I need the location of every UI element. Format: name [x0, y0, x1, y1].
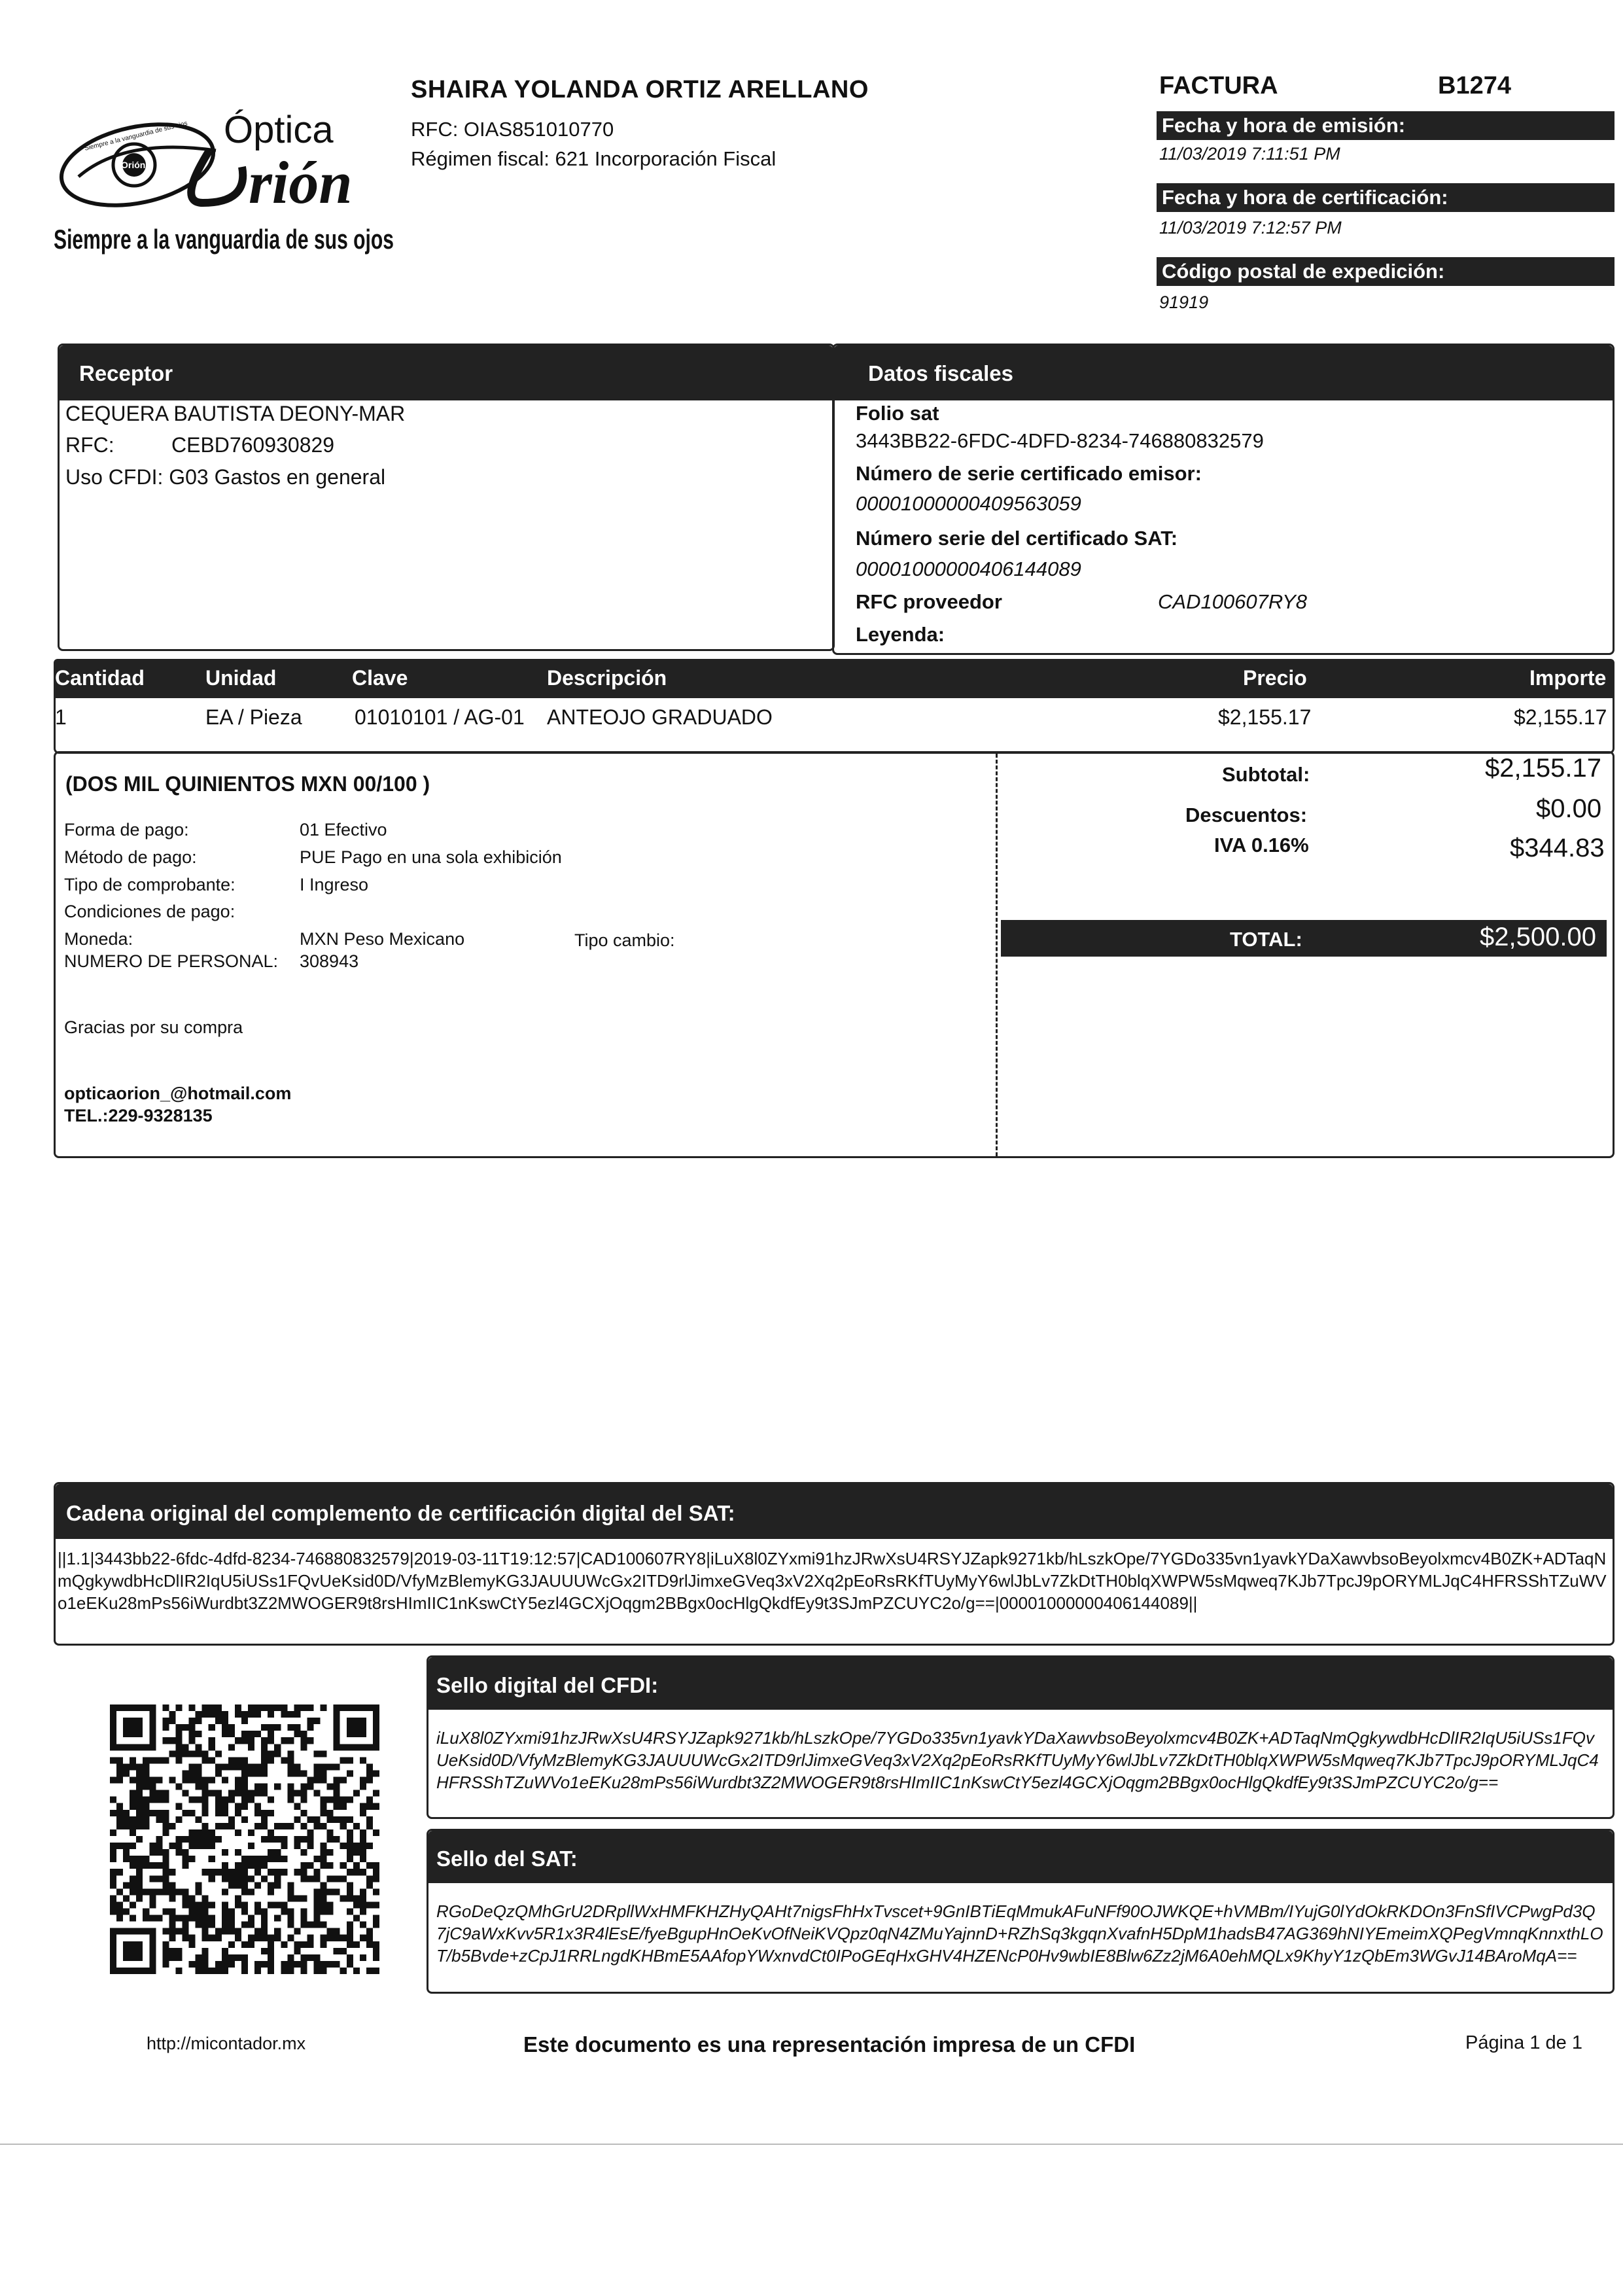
descuentos-label: Descuentos: — [1185, 804, 1308, 826]
invoice-type-label: FACTURA — [1159, 72, 1278, 99]
receptor-name: CEQUERA BAUTISTA DEONY-MAR — [65, 402, 406, 425]
contact-email: opticaorion_@hotmail.com — [64, 1084, 292, 1103]
qr-modules — [110, 1704, 379, 1974]
summary-divider — [996, 754, 998, 1156]
qr-code — [110, 1704, 379, 1974]
cp-expedicion-label: Código postal de expedición: — [1157, 257, 1614, 286]
rfc-proveedor-value: CAD100607RY8 — [1158, 590, 1308, 613]
logo-brand-bottom: rión — [249, 149, 353, 216]
logo-ring-text: Siempre a la vanguardia de sus ojos — [84, 120, 188, 152]
col-unidad: Unidad — [205, 666, 277, 690]
col-descripcion: Descripción — [547, 666, 667, 690]
condiciones-pago-label: Condiciones de pago: — [64, 902, 236, 921]
iva-label: IVA 0.16% — [1214, 834, 1309, 857]
col-clave: Clave — [352, 666, 408, 690]
folio-sat-value: 3443BB22-6FDC-4DFD-8234-746880832579 — [856, 429, 1264, 452]
leyenda-label: Leyenda: — [856, 623, 945, 646]
sello-sat-text: RGoDeQzQMhGrU2DRpllWxHMFKHZHyQAHt7nigsFhHxTvscet+9GnIBTiEqMmukAFuNFf90OJWKQE+hVMBm/IYujG0lYdOkRKDOn3FnSfIVCPwgPd3Q7jC9aWxKvv5R1x3R4lEsE/fyeBgupHnOeKvOfNeiKVQpz0qN4ZMuYajnnD+RZhSq3kgqnXvafnH5DpM1hadsB47AG369hNIYEmeimXQPegVmnqKnnxthLOT/b5Bvde+zCpJ1RRLngdKHBmE5AAfopYWxnvdCt0IPoGEqHxGHV4HZENcP0Hv9wbIE8Blw6Zz2jM6A0ehMQLx9KhyY1zQbEm3WGvJ14BAroMqA== — [436, 1901, 1603, 1966]
iva-value: $344.83 — [1510, 834, 1605, 862]
receptor-panel — [58, 344, 835, 651]
total-label: TOTAL: — [1230, 928, 1302, 951]
tipo-comprobante-label: Tipo de comprobante: — [64, 875, 236, 894]
row-precio: $2,155.17 — [1218, 705, 1312, 729]
metodo-pago-value: PUE Pago en una sola exhibición — [300, 847, 562, 867]
datos-fiscales-title: Datos fiscales — [834, 345, 1613, 400]
certificacion-label: Fecha y hora de certificación: — [1157, 183, 1614, 212]
footer-page-number: Página 1 de 1 — [1465, 2032, 1582, 2053]
amount-in-words: (DOS MIL QUINIENTOS MXN 00/100 ) — [65, 772, 430, 796]
sello-sat-title: Sello del SAT: — [428, 1831, 1613, 1883]
sello-cfdi-text: iLuX8l0ZYxmi91hzJRwXsU4RSYJZapk9271kb/hLszkOpe/7YGDo335vn1yavkYDaXawvbsoBeyolxmcv4B0ZK+ADTaqNmQgkywdbHcDlIR2IqU5iUSs1FQvUeKsid0D/VfyMzBlemyKG3JAUUUWcGx2ITD9rlJimxeGVeq3xV2Xq2pEoRsRKfTUyMyY6wlJbLv7ZkDtTH0blqXWPW5sMqweq7KJb7TpcJ9pORYMLJqC4HFRSShTZuWVo1eEKu28mPs56iWurdbt3Z2MWOGER9t8rsHImIIC1nKswCtY5ezl4GCXjOqgm2BBgx0ocHlgQkdfEy9t3SJmPZCUYC2o/g== — [436, 1728, 1599, 1792]
logo-brand-top: Óptica — [224, 109, 334, 151]
sello-sat-panel — [427, 1829, 1614, 1994]
tipo-cambio-label: Tipo cambio: — [574, 930, 675, 950]
emision-value: 11/03/2019 7:11:51 PM — [1159, 144, 1340, 164]
footer-divider — [0, 2144, 1623, 2145]
forma-pago-label: Forma de pago: — [64, 820, 189, 839]
folio-sat-label: Folio sat — [856, 402, 939, 425]
col-cantidad: Cantidad — [55, 666, 145, 690]
optica-orion-logo — [52, 105, 406, 255]
sello-cfdi-title: Sello digital del CFDI: — [428, 1657, 1613, 1710]
serie-emisor-value: 00001000000409563059 — [856, 492, 1081, 515]
rfc-proveedor-label: RFC proveedor — [856, 590, 1002, 613]
metodo-pago-label: Método de pago: — [64, 847, 197, 867]
emision-label: Fecha y hora de emisión: — [1157, 111, 1614, 140]
descuentos-value: $0.00 — [1536, 794, 1602, 823]
numero-personal-value: 308943 — [300, 951, 359, 971]
receptor-rfc-value: CEBD760930829 — [171, 433, 335, 457]
forma-pago-value: 01 Efectivo — [300, 820, 387, 839]
row-cantidad: 1 — [55, 705, 67, 729]
cadena-original-title: Cadena original del complemento de certificación digital del SAT: — [56, 1484, 1613, 1539]
issuer-rfc: RFC: OIAS851010770 — [411, 118, 614, 141]
cp-expedicion-value: 91919 — [1159, 292, 1209, 312]
col-importe: Importe — [1529, 666, 1607, 690]
cadena-original-text: ||1.1|3443bb22-6fdc-4dfd-8234-746880832579|2019-03-11T19:12:57|CAD100607RY8|iLuX8l0ZYxmi91hzJRwXsU4RSYJZapk9271kb/hLszkOpe/7YGDo335vn1yavkYDaXawvbsoBeyolxmcv4B0ZK+ADTaqNmQgkywdbHcDlIR2IqU5iUSs1FQvUeKsid0D/VfyMzBlemyKG3JAUUUWcGx2ITD9rlJimxeGVeq3xV2Xq2pEoRsRKfTUyMyY6wlJbLv7ZkDtTH0blqXWPW5sMqweq7KJb7TpcJ9pORYMLJqC4HFRSShTZuWVo1eEKu28mPs56iWurdbt3Z2MWOGER9t8rsHImIIC1nKswCtY5ezl4GCXjOqgm2BBgx0ocHlgQkdfEy9t3SJmPZCUYC2o/g==|00001000000406144089|| — [58, 1549, 1607, 1613]
certificacion-value: 11/03/2019 7:12:57 PM — [1159, 218, 1342, 238]
receptor-uso-cfdi: Uso CFDI: G03 Gastos en general — [65, 465, 386, 489]
thanks-message: Gracias por su compra — [64, 1017, 243, 1037]
col-precio: Precio — [1243, 666, 1307, 690]
issuer-name: SHAIRA YOLANDA ORTIZ ARELLANO — [411, 76, 869, 103]
serie-sat-value: 00001000000406144089 — [856, 557, 1081, 580]
row-clave: 01010101 / AG-01 — [355, 705, 525, 729]
numero-personal-label: NUMERO DE PERSONAL: — [64, 951, 279, 971]
issuer-regimen: Régimen fiscal: 621 Incorporación Fiscal — [411, 147, 777, 170]
contact-phone: TEL.:229-9328135 — [64, 1106, 213, 1125]
receptor-title: Receptor — [60, 345, 833, 400]
row-descripcion: ANTEOJO GRADUADO — [547, 705, 773, 729]
row-unidad: EA / Pieza — [205, 705, 302, 729]
tipo-comprobante-value: I Ingreso — [300, 875, 369, 894]
subtotal-label: Subtotal: — [1222, 763, 1310, 786]
moneda-label: Moneda: — [64, 929, 133, 949]
serie-sat-label: Número serie del certificado SAT: — [856, 527, 1178, 550]
logo-seal-text: Orión — [121, 160, 146, 170]
subtotal-value: $2,155.17 — [1485, 754, 1601, 783]
total-value: $2,500.00 — [1480, 923, 1596, 951]
invoice-folio: B1274 — [1438, 72, 1511, 99]
footer-url[interactable]: http://micontador.mx — [147, 2034, 306, 2053]
receptor-rfc-label: RFC: — [65, 433, 114, 457]
sello-cfdi-panel — [427, 1655, 1614, 1819]
items-header-bar — [54, 659, 1614, 698]
serie-emisor-label: Número de serie certificado emisor: — [856, 462, 1202, 485]
row-importe: $2,155.17 — [1514, 705, 1607, 729]
footer-cfdi-notice: Este documento es una representación impresa de un CFDI — [523, 2032, 1136, 2057]
logo-tagline: Siempre a la vanguardia de sus ojos — [54, 224, 394, 255]
moneda-value: MXN Peso Mexicano — [300, 929, 465, 949]
